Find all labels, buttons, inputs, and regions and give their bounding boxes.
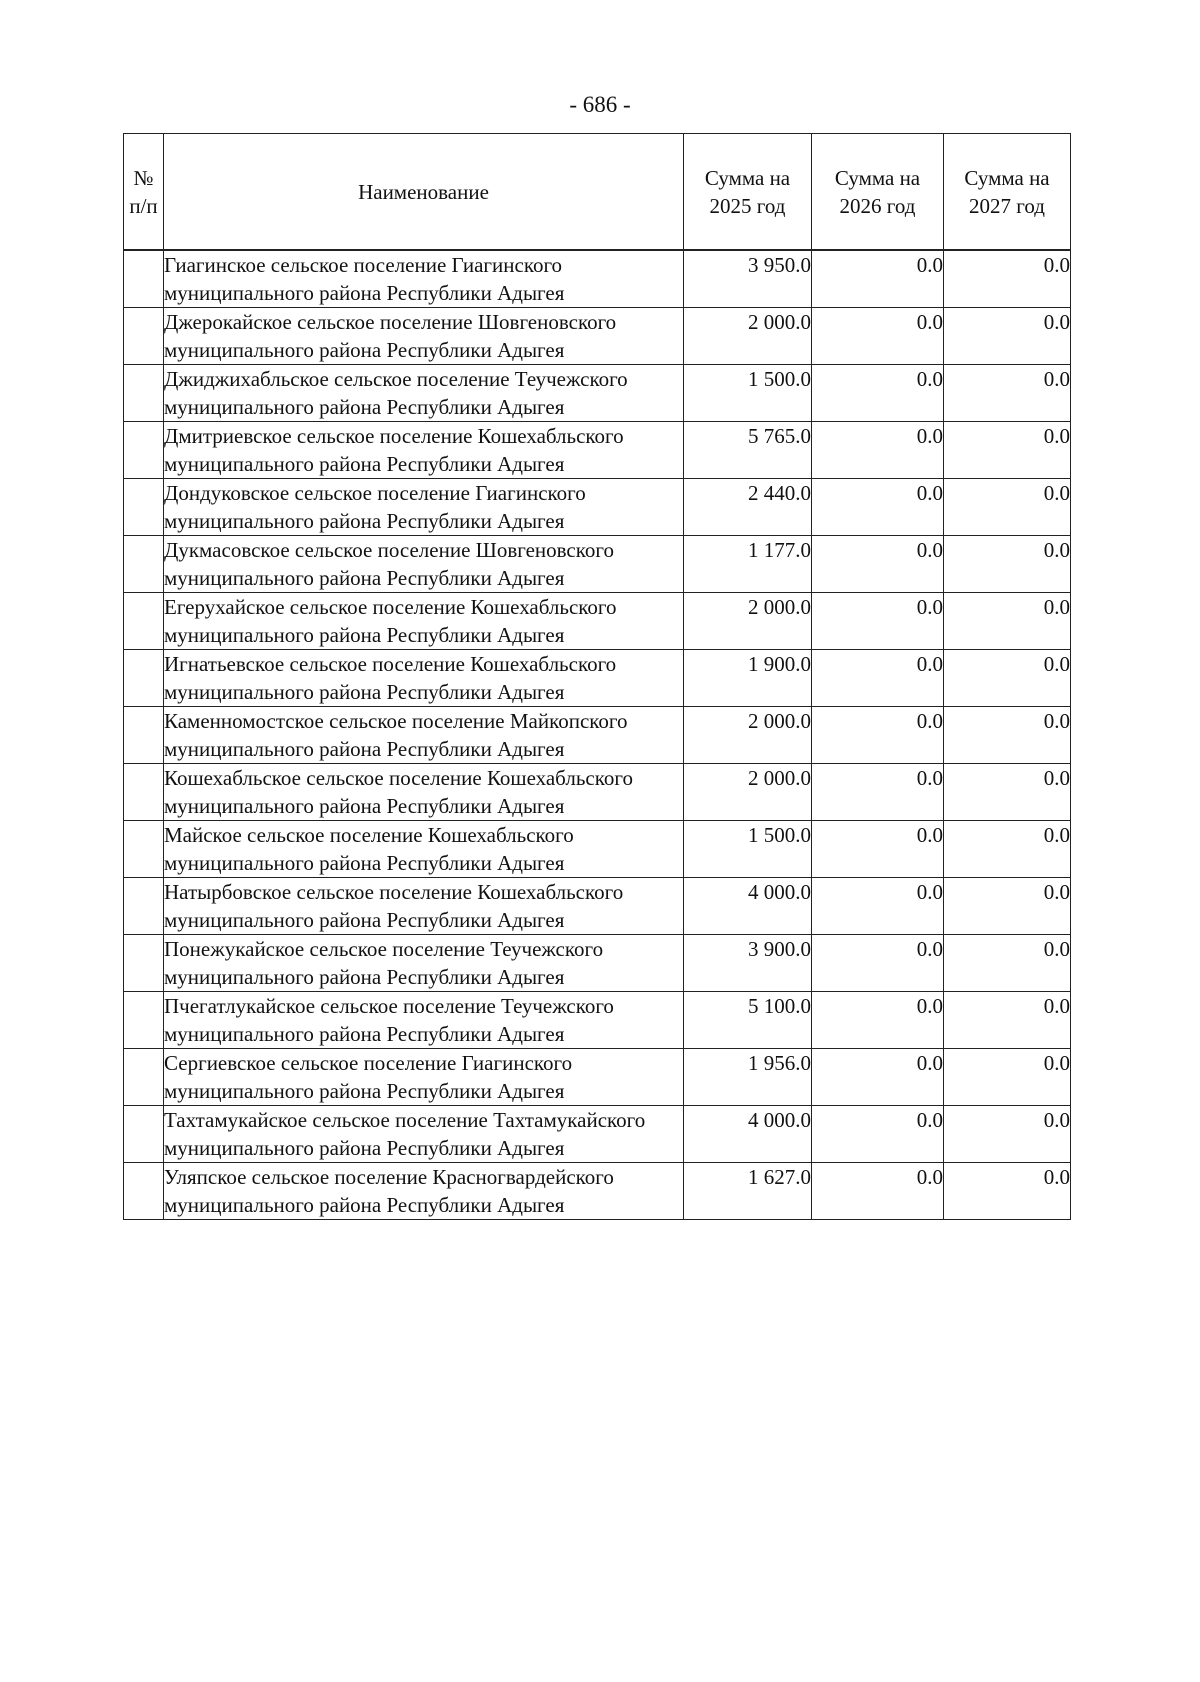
table-body (124, 250, 1071, 1220)
row-num-cell (124, 479, 164, 536)
table-row (124, 1049, 1071, 1106)
row-sum-2027-cell: 0.0 (944, 707, 1071, 764)
header-sum-2025: Сумма на 2025 год (684, 134, 812, 251)
row-sum-2026-cell: 0.0 (812, 593, 944, 650)
row-sum-2027-cell: 0.0 (944, 821, 1071, 878)
table-row (124, 650, 1071, 707)
row-name-cell: Уляпское сельское поселение Красногвардейского муниципального района Республики Адыгея (164, 1163, 684, 1220)
row-sum-2026-cell: 0.0 (812, 250, 944, 308)
row-sum-2025-cell: 3 950.0 (684, 250, 812, 308)
row-sum-2027-cell: 0.0 (944, 1163, 1071, 1220)
row-sum-2027-cell: 0.0 (944, 593, 1071, 650)
row-sum-2026-cell: 0.0 (812, 764, 944, 821)
row-sum-2027-cell: 0.0 (944, 878, 1071, 935)
table-row (124, 536, 1071, 593)
table-row (124, 764, 1071, 821)
row-num-cell (124, 935, 164, 992)
row-num-cell (124, 365, 164, 422)
row-sum-2027-cell: 0.0 (944, 422, 1071, 479)
row-sum-2027-cell: 0.0 (944, 479, 1071, 536)
row-sum-2025-cell: 5 765.0 (684, 422, 812, 479)
header-sum-2027: Сумма на 2027 год (944, 134, 1071, 251)
table-row (124, 821, 1071, 878)
header-num: № п/п (124, 134, 164, 251)
row-name-cell: Понежукайское сельское поселение Теучежского муниципального района Республики Адыгея (164, 935, 684, 992)
row-name-cell: Игнатьевское сельское поселение Кошехабльского муниципального района Республики Адыгея (164, 650, 684, 707)
row-name-cell: Егерухайское сельское поселение Кошехабльского муниципального района Республики Адыгея (164, 593, 684, 650)
row-sum-2027-cell: 0.0 (944, 1106, 1071, 1163)
header-name: Наименование (164, 134, 684, 251)
row-sum-2026-cell: 0.0 (812, 878, 944, 935)
row-sum-2026-cell: 0.0 (812, 536, 944, 593)
row-num-cell (124, 1106, 164, 1163)
row-sum-2026-cell: 0.0 (812, 1163, 944, 1220)
row-sum-2025-cell: 1 627.0 (684, 1163, 812, 1220)
row-name-cell: Гиагинское сельское поселение Гиагинского муниципального района Республики Адыгея (164, 250, 684, 308)
row-sum-2026-cell: 0.0 (812, 1049, 944, 1106)
row-sum-2025-cell: 2 000.0 (684, 593, 812, 650)
row-sum-2026-cell: 0.0 (812, 935, 944, 992)
table-row (124, 365, 1071, 422)
row-num-cell (124, 1049, 164, 1106)
row-sum-2026-cell: 0.0 (812, 821, 944, 878)
row-sum-2026-cell: 0.0 (812, 365, 944, 422)
row-num-cell (124, 821, 164, 878)
row-sum-2027-cell: 0.0 (944, 308, 1071, 365)
row-sum-2025-cell: 3 900.0 (684, 935, 812, 992)
row-sum-2027-cell: 0.0 (944, 1049, 1071, 1106)
row-name-cell: Тахтамукайское сельское поселение Тахтамукайского муниципального района Республики Адыгея (164, 1106, 684, 1163)
page-number: - 686 - (569, 92, 631, 117)
row-sum-2026-cell: 0.0 (812, 707, 944, 764)
row-name-cell: Сергиевское сельское поселение Гиагинского муниципального района Республики Адыгея (164, 1049, 684, 1106)
row-name-cell: Пчегатлукайское сельское поселение Теучежского муниципального района Республики Адыгея (164, 992, 684, 1049)
table-row (124, 935, 1071, 992)
row-sum-2027-cell: 0.0 (944, 650, 1071, 707)
row-name-cell: Дондуковское сельское поселение Гиагинского муниципального района Республики Адыгея (164, 479, 684, 536)
row-name-cell: Дукмасовское сельское поселение Шовгеновского муниципального района Республики Адыгея (164, 536, 684, 593)
row-name-cell: Каменномостское сельское поселение Майкопского муниципального района Республики Адыгея (164, 707, 684, 764)
row-sum-2025-cell: 2 000.0 (684, 764, 812, 821)
row-sum-2027-cell: 0.0 (944, 935, 1071, 992)
row-sum-2025-cell: 4 000.0 (684, 878, 812, 935)
row-sum-2025-cell: 1 500.0 (684, 365, 812, 422)
row-num-cell (124, 422, 164, 479)
row-sum-2026-cell: 0.0 (812, 992, 944, 1049)
row-sum-2025-cell: 1 956.0 (684, 1049, 812, 1106)
table-row (124, 422, 1071, 479)
budget-table (123, 133, 1071, 1220)
row-num-cell (124, 536, 164, 593)
table-row (124, 1106, 1071, 1163)
row-sum-2025-cell: 2 000.0 (684, 308, 812, 365)
row-name-cell: Дмитриевское сельское поселение Кошехабльского муниципального района Республики Адыгея (164, 422, 684, 479)
row-num-cell (124, 593, 164, 650)
row-sum-2027-cell: 0.0 (944, 992, 1071, 1049)
table-row (124, 593, 1071, 650)
row-num-cell (124, 764, 164, 821)
row-sum-2026-cell: 0.0 (812, 308, 944, 365)
row-sum-2027-cell: 0.0 (944, 250, 1071, 308)
header-sum-2026: Сумма на 2026 год (812, 134, 944, 251)
row-num-cell (124, 650, 164, 707)
row-name-cell: Майское сельское поселение Кошехабльского муниципального района Республики Адыгея (164, 821, 684, 878)
row-name-cell: Джиджихабльское сельское поселение Теучежского муниципального района Республики Адыгея (164, 365, 684, 422)
row-num-cell (124, 1163, 164, 1220)
row-sum-2026-cell: 0.0 (812, 422, 944, 479)
table-row (124, 308, 1071, 365)
row-sum-2025-cell: 5 100.0 (684, 992, 812, 1049)
table-row (124, 1163, 1071, 1220)
row-sum-2025-cell: 2 000.0 (684, 707, 812, 764)
row-sum-2027-cell: 0.0 (944, 365, 1071, 422)
row-sum-2026-cell: 0.0 (812, 479, 944, 536)
table-row (124, 878, 1071, 935)
row-num-cell (124, 250, 164, 308)
row-sum-2026-cell: 0.0 (812, 1106, 944, 1163)
row-num-cell (124, 707, 164, 764)
table-row (124, 250, 1071, 308)
row-name-cell: Джерокайское сельское поселение Шовгеновского муниципального района Республики Адыгея (164, 308, 684, 365)
row-num-cell (124, 992, 164, 1049)
row-sum-2026-cell: 0.0 (812, 650, 944, 707)
row-sum-2027-cell: 0.0 (944, 536, 1071, 593)
row-name-cell: Натырбовское сельское поселение Кошехабльского муниципального района Республики Адыгея (164, 878, 684, 935)
table-header-row (124, 134, 1071, 251)
row-sum-2025-cell: 4 000.0 (684, 1106, 812, 1163)
row-sum-2025-cell: 1 500.0 (684, 821, 812, 878)
row-num-cell (124, 878, 164, 935)
table-row (124, 992, 1071, 1049)
row-name-cell: Кошехабльское сельское поселение Кошехабльского муниципального района Республики Адыгея (164, 764, 684, 821)
row-num-cell (124, 308, 164, 365)
row-sum-2025-cell: 1 177.0 (684, 536, 812, 593)
row-sum-2027-cell: 0.0 (944, 764, 1071, 821)
table-row (124, 707, 1071, 764)
table-row (124, 479, 1071, 536)
row-sum-2025-cell: 2 440.0 (684, 479, 812, 536)
row-sum-2025-cell: 1 900.0 (684, 650, 812, 707)
